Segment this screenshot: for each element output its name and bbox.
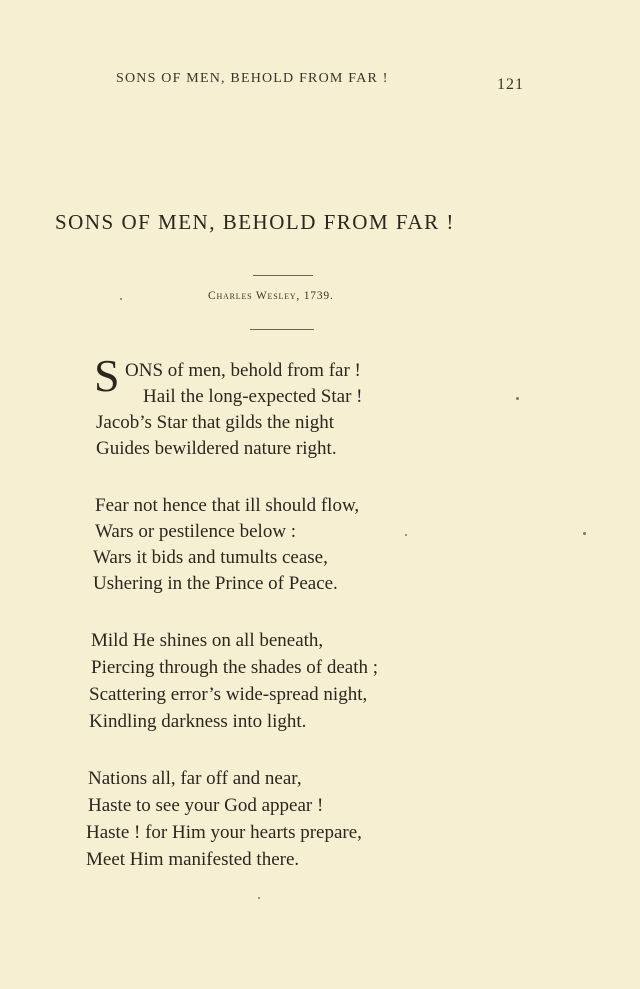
- poem-line: Wars it bids and tumults cease,: [93, 547, 328, 568]
- drop-cap: S: [94, 350, 120, 401]
- poem-line: Fear not hence that ill should flow,: [95, 495, 360, 516]
- poem-line: Hail the long-expected Star !: [143, 386, 363, 407]
- running-head: SONS OF MEN, BEHOLD FROM FAR !: [116, 71, 389, 86]
- poem-line: Nations all, far off and near,: [88, 768, 302, 789]
- paper-speck: [258, 897, 260, 899]
- divider-rule-top: [253, 275, 313, 276]
- paper-speck: [120, 298, 122, 300]
- paper-speck: [583, 532, 586, 535]
- paper-speck: [405, 534, 407, 536]
- poem-line: Wars or pestilence below :: [95, 521, 297, 542]
- author-attribution: Charles Wesley, 1739.: [208, 290, 334, 302]
- poem-line: Jacob’s Star that gilds the night: [96, 412, 335, 433]
- poem-line: Guides bewildered nature right.: [96, 438, 337, 459]
- poem-line: Haste to see your God appear !: [88, 795, 324, 816]
- poem-line: Mild He shines on all beneath,: [91, 630, 324, 651]
- poem-title: SONS OF MEN, BEHOLD FROM FAR !: [55, 210, 455, 234]
- poem-line: Kindling darkness into light.: [89, 711, 307, 732]
- poem-line: Scattering error’s wide-spread night,: [89, 684, 368, 705]
- poem-line: ONS of men, behold from far !: [125, 360, 361, 381]
- poem-line: Piercing through the shades of death ;: [91, 657, 379, 678]
- poem-line: Haste ! for Him your hearts prepare,: [86, 822, 362, 843]
- poem-line: Ushering in the Prince of Peace.: [93, 573, 338, 594]
- page-number: 121: [497, 76, 524, 93]
- poem-line: Meet Him manifested there.: [86, 849, 300, 870]
- divider-rule-bottom: [250, 329, 314, 330]
- paper-speck: [516, 397, 519, 400]
